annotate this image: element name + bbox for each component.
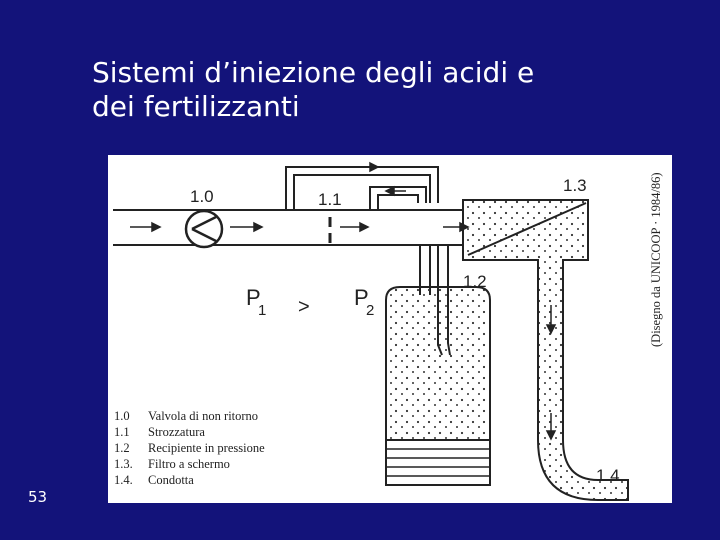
slide-number: 53 [28, 488, 48, 506]
legend-code: 1.4. [114, 473, 133, 487]
slide-title-line-1: Sistemi d’iniezione degli acidi e [92, 56, 535, 89]
legend-text: Condotta [148, 473, 194, 487]
legend-text: Filtro a schermo [148, 457, 230, 471]
legend-text: Recipiente in pressione [148, 441, 265, 455]
legend-code: 1.3. [114, 457, 133, 471]
label-filter: 1.3 [563, 176, 587, 195]
legend-text: Strozzatura [148, 425, 205, 439]
label-tank: 1.2 [463, 272, 487, 291]
injection-system-diagram [108, 155, 672, 503]
slide-title-line-2: dei fertilizzanti [92, 90, 300, 123]
non-return-valve [186, 211, 222, 247]
pressure-relation [246, 285, 374, 319]
slide-title [92, 56, 652, 124]
svg-text:1: 1 [258, 302, 267, 319]
svg-text:2: 2 [366, 302, 375, 319]
svg-text:P: P [354, 285, 369, 310]
diagram-legend [114, 409, 265, 487]
svg-text:P: P [246, 285, 261, 310]
label-valve: 1.0 [190, 187, 214, 206]
legend-code: 1.0 [114, 409, 130, 423]
diagram-credit: (Disegno da UNICOOP · 1984/86) [649, 172, 663, 347]
legend-code: 1.2 [114, 441, 130, 455]
pressure-tank [386, 287, 490, 485]
label-conduit: 1.4 [596, 466, 620, 485]
legend-code: 1.1 [114, 425, 130, 439]
legend-text: Valvola di non ritorno [148, 409, 259, 423]
label-throttle: 1.1 [318, 190, 342, 209]
svg-text:>: > [298, 296, 310, 318]
